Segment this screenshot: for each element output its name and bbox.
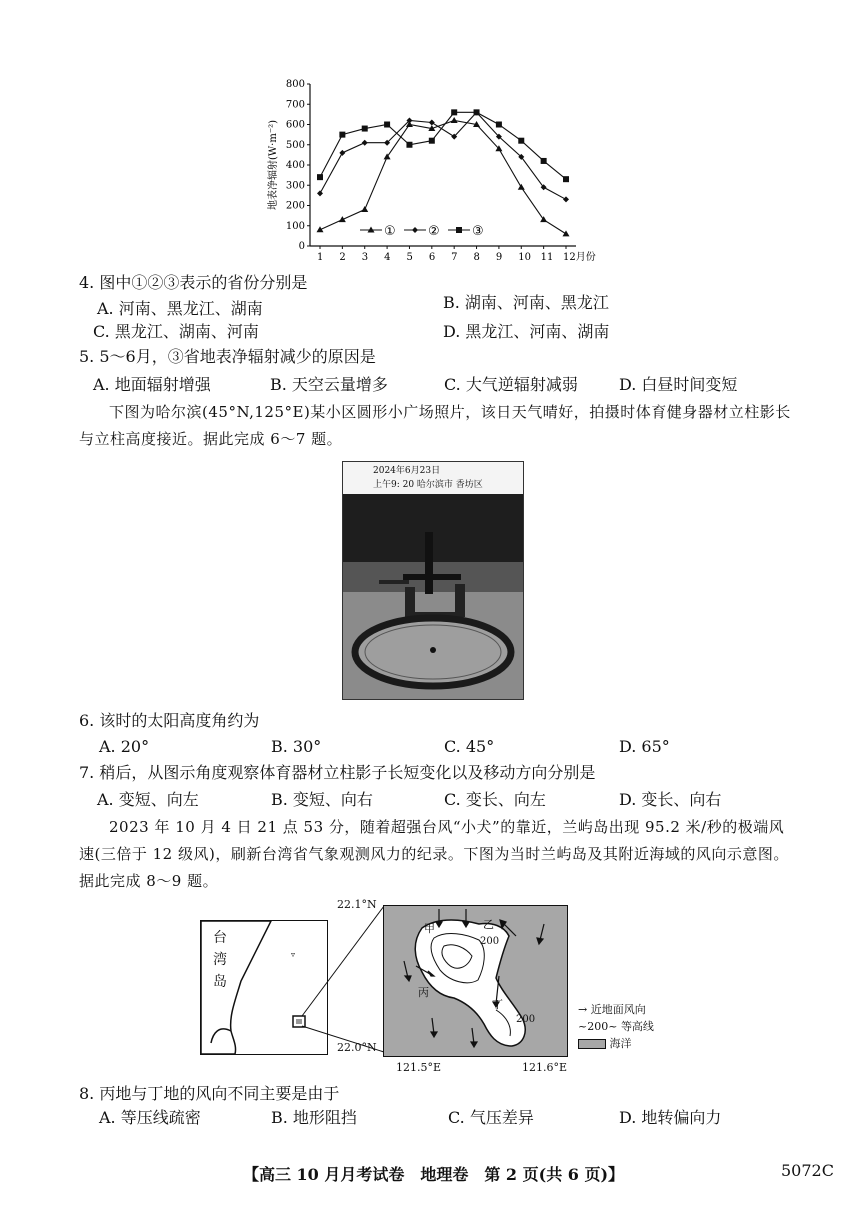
photo-place: 上午9: 20 哈尔滨市 香坊区 — [373, 480, 483, 490]
legend-wind-label: 近地面风向 — [590, 1003, 646, 1016]
x-tick-label: 8 — [473, 252, 480, 263]
q8-option-a[interactable]: A. 等压线疏密 — [99, 1108, 201, 1127]
legend-contour-value: 200 — [587, 1020, 609, 1033]
x-tick-label: 7 — [451, 252, 458, 263]
legend-marker-3 — [456, 227, 462, 233]
q6-option-d[interactable]: D. 65° — [619, 737, 670, 756]
x-tick-label: 2 — [339, 252, 346, 263]
y-tick-label: 0 — [298, 241, 305, 252]
ocean-swatch-icon — [578, 1039, 606, 1049]
q5-stem: 5. 5～6月，③省地表净辐射减少的原因是 — [79, 347, 376, 366]
x-tick-label: 11 — [540, 252, 554, 263]
map-legend — [578, 1001, 654, 1052]
q7-stem: 7. 稍后，从图示角度观察体育器材立柱影子长短变化以及移动方向分别是 — [79, 763, 596, 782]
q8-option-c[interactable]: C. 气压差异 — [448, 1108, 534, 1127]
passage-typhoon: 2023 年 10 月 4 日 21 点 53 分，随着超强台风“小犬”的靠近，兰屿岛出现 95.2 米/秒的极端风速(三倍于 12 级风)，刷新台湾省气象观测风力的纪录。下图为当时兰屿岛及其附近海域的风向示意图。据此完成 8～9 题。 — [79, 818, 789, 890]
chart-svg — [262, 76, 602, 271]
x-tick-label: 12月份 — [563, 252, 596, 263]
q6-stem: 6. 该时的太阳高度角约为 — [79, 711, 260, 730]
taiwan-label — [213, 927, 227, 993]
legend-contour-label: 等高线 — [620, 1020, 654, 1033]
x-tick-label: 4 — [384, 252, 391, 263]
legend-label-1: ① — [384, 224, 396, 239]
taiwan-char-3: 岛 — [213, 974, 227, 990]
arrow-icon: → — [578, 1003, 588, 1016]
series-3-point — [518, 138, 524, 144]
legend-label-2: ② — [428, 224, 440, 239]
series-1-point — [563, 230, 570, 236]
y-tick-label: 300 — [285, 180, 305, 192]
series-3-point — [451, 109, 457, 115]
legend-label-3: ③ — [472, 224, 484, 239]
q6-option-b[interactable]: B. 30° — [271, 737, 322, 756]
x-tick-label: 9 — [495, 252, 503, 263]
lon-right-label: 121.6°E — [522, 1061, 568, 1074]
legend-marker-2 — [412, 227, 418, 233]
series-3-point — [496, 122, 502, 128]
q8-option-d[interactable]: D. 地转偏向力 — [619, 1108, 722, 1127]
x-tick-label: 3 — [361, 252, 369, 263]
series-3-point — [563, 176, 569, 182]
taiwan-char-2: 湾 — [213, 952, 227, 968]
q4-option-d[interactable]: D. 黑龙江、河南、湖南 — [443, 322, 610, 341]
series-1-point — [361, 206, 368, 212]
svg-text:▿: ▿ — [291, 950, 296, 959]
photo-scene — [343, 462, 523, 699]
q5-option-a[interactable]: A. 地面辐射增强 — [93, 375, 211, 394]
lat-bottom-label: 22.0°N — [337, 1041, 377, 1054]
series-3-point — [429, 138, 435, 144]
y-tick-label: 800 — [285, 79, 305, 90]
place-yi: 乙 — [483, 918, 494, 931]
q7-option-a[interactable]: A. 变短、向左 — [97, 790, 199, 809]
q5-option-c[interactable]: C. 大气逆辐射减弱 — [444, 375, 578, 394]
map-connector-lines — [300, 900, 390, 1060]
place-bing: 丙 — [418, 986, 429, 999]
series-1-point — [339, 216, 346, 222]
series-line-1 — [320, 120, 566, 233]
q8-option-b[interactable]: B. 地形阻挡 — [271, 1108, 357, 1127]
q7-option-d[interactable]: D. 变长、向右 — [619, 790, 722, 809]
lanyu-island — [384, 906, 567, 1056]
y-tick-label: 700 — [285, 99, 305, 111]
q4-option-c[interactable]: C. 黑龙江、湖南、河南 — [93, 322, 259, 341]
series-3-point — [339, 132, 345, 138]
q6-option-a[interactable]: A. 20° — [99, 737, 150, 756]
series-1-point — [451, 117, 458, 123]
series-line-2 — [320, 112, 566, 199]
legend-ocean-label: 海洋 — [609, 1037, 632, 1050]
q7-option-c[interactable]: C. 变长、向左 — [444, 790, 546, 809]
series-2-point — [339, 150, 345, 156]
series-3-point — [474, 109, 480, 115]
q5-option-d[interactable]: D. 白昼时间变短 — [619, 375, 738, 394]
series-3-point — [317, 174, 323, 180]
exam-code: 5072C — [781, 1161, 834, 1180]
series-3-point — [384, 122, 390, 128]
legend-ocean-row — [578, 1035, 654, 1052]
lanyu-wind-map — [383, 905, 568, 1057]
q6-option-c[interactable]: C. 45° — [444, 737, 495, 756]
q4-option-a[interactable]: A. 河南、黑龙江、湖南 — [97, 299, 263, 318]
legend-wind-row — [578, 1001, 654, 1018]
series-3-point — [362, 126, 368, 132]
y-tick-label: 100 — [285, 220, 305, 232]
q7-option-b[interactable]: B. 变短、向右 — [271, 790, 373, 809]
q4-option-b[interactable]: B. 湖南、河南、黑龙江 — [443, 293, 609, 312]
series-3-point — [541, 158, 547, 164]
contour-label-2: 200 — [516, 1014, 536, 1025]
lat-top-label: 22.1°N — [337, 898, 377, 911]
legend-contour-row — [578, 1018, 654, 1035]
page-footer: 【高三 10 月月考试卷 地理卷 第 2 页(共 6 页)】 — [242, 1165, 625, 1184]
series-3-point — [406, 142, 412, 148]
x-tick-label: 1 — [317, 252, 324, 263]
photo-date: 2024年6月23日 — [373, 466, 441, 476]
place-jia: 甲 — [424, 922, 435, 935]
x-tick-label: 6 — [428, 252, 436, 263]
radiation-line-chart — [262, 76, 602, 271]
y-axis-label: 地表净辐射(W·m⁻²) — [268, 119, 279, 211]
y-tick-label: 600 — [285, 119, 305, 131]
place-ding: 丁 — [492, 998, 503, 1011]
series-2-point — [362, 140, 368, 146]
taiwan-char-1: 台 — [213, 930, 227, 946]
contour-icon: ~ — [578, 1020, 588, 1033]
x-tick-label: 5 — [406, 252, 413, 263]
series-2-point — [429, 119, 435, 125]
square-photo — [342, 461, 524, 700]
contour-icon-2: ~ — [608, 1020, 618, 1033]
series-1-point — [317, 226, 324, 232]
y-tick-label: 200 — [285, 200, 305, 212]
contour-label-1: 200 — [480, 936, 500, 947]
q8-stem: 8. 丙地与丁地的风向不同主要是由于 — [79, 1084, 340, 1103]
y-tick-label: 400 — [285, 160, 305, 171]
lon-left-label: 121.5°E — [396, 1061, 442, 1074]
q4-stem: 4. 图中①②③表示的省份分别是 — [79, 273, 308, 292]
series-2-point — [317, 190, 323, 196]
y-tick-label: 500 — [285, 139, 305, 151]
q5-option-b[interactable]: B. 天空云量增多 — [270, 375, 388, 394]
passage-harbin: 下图为哈尔滨(45°N,125°E)某小区圆形小广场照片，该日天气晴好，拍摄时体育健身器材立柱影长与立柱高度接近。据此完成 6～7 题。 — [79, 403, 791, 448]
series-2-point — [563, 196, 569, 202]
series-1-point — [518, 184, 525, 190]
x-tick-label: 10 — [518, 252, 532, 263]
